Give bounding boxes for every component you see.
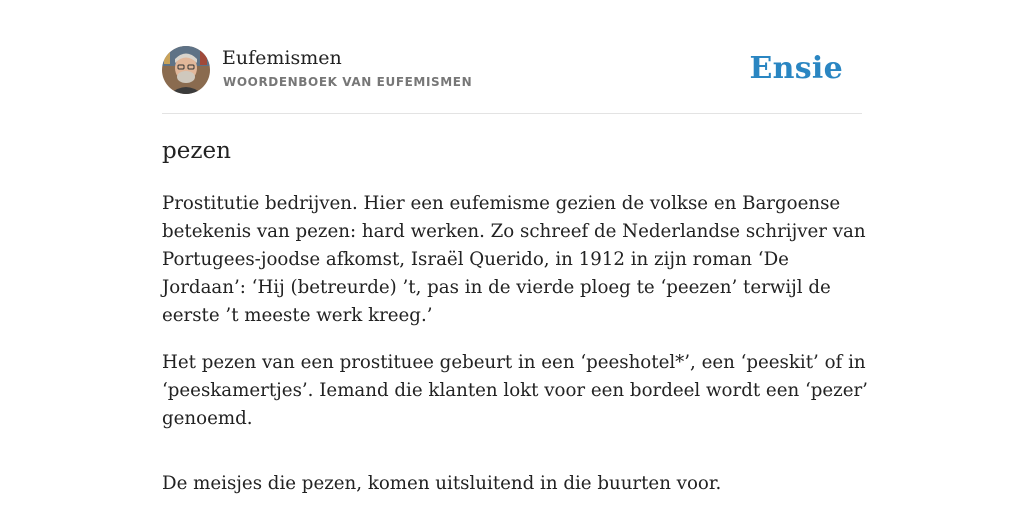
site-header <box>162 46 862 96</box>
definition-paragraph: Het pezen van een prostituee gebeurt in een ‘peeshotel*’, een ‘peeskit’ of in ‘peeskamertjes’. Iemand die klanten lokt voor een bordeel wordt een ‘pezer’ genoemd. <box>162 352 868 429</box>
dictionary-subtitle[interactable]: WOORDENBOEK VAN EUFEMISMEN <box>223 75 473 89</box>
brand-logo[interactable]: Ensie <box>749 51 843 86</box>
dictionary-title[interactable]: Eufemismen <box>222 47 342 69</box>
definition-paragraph: Prostitutie bedrijven. Hier een eufemisme gezien de volkse en Bargoense betekenis van pezen: hard werken. Zo schreef de Nederlandse schrijver van Portugees-joodse afkomst, Israël Querido, in 1912 in zijn roman ‘De Jordaan’: ‘Hij (betreurde) ’t, pas in de vierde ploeg te ‘peezen’ terwijl de eerste ’t meeste werk kreeg.’ <box>162 193 866 326</box>
entry-definition <box>162 190 868 517</box>
avatar-portrait-icon <box>162 46 210 94</box>
author-avatar[interactable] <box>162 46 210 94</box>
header-divider <box>162 113 862 114</box>
entry-term: pezen <box>162 138 231 164</box>
definition-example: De meisjes die pezen, komen uitsluitend in die buurten voor. <box>162 473 722 494</box>
